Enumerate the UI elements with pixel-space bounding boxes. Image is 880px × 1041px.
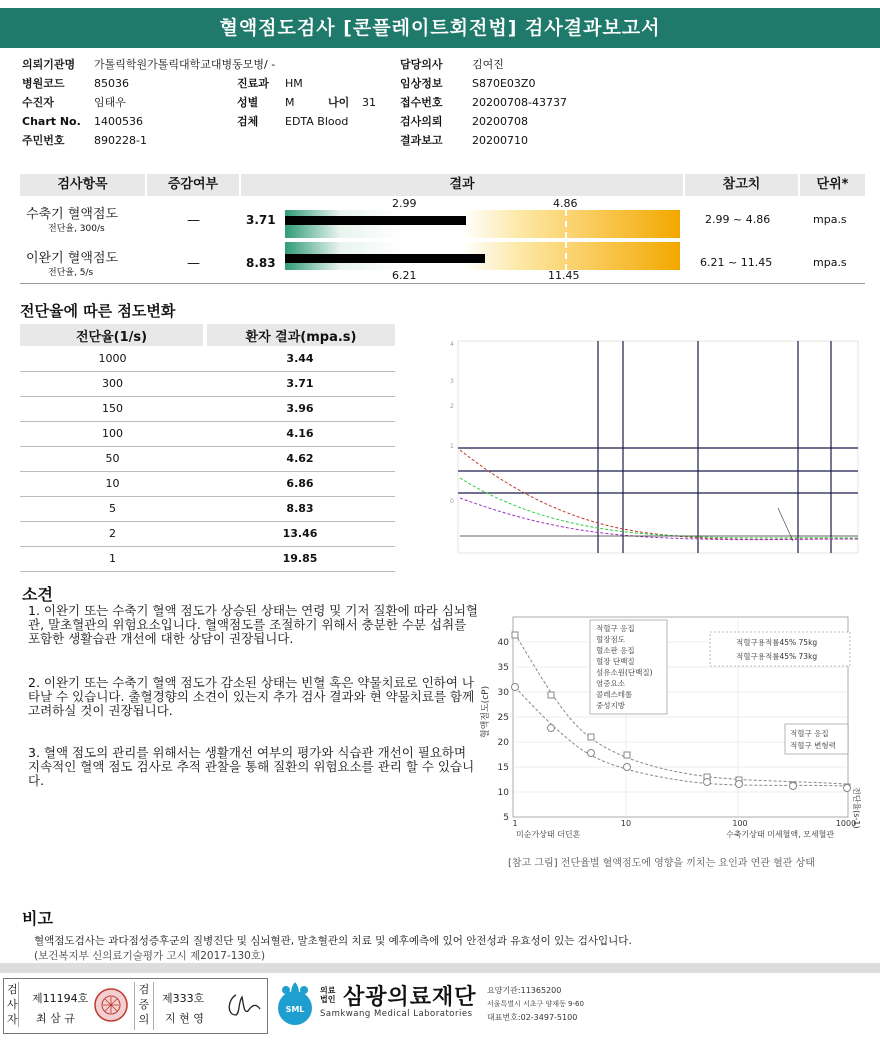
info-value: EDTA Blood <box>285 115 349 128</box>
ref-diastolic: 6.21 ~ 11.45 <box>700 256 773 269</box>
patient-result: 3.71 <box>205 371 395 396</box>
high-systolic: 4.86 <box>553 197 578 210</box>
info-key: 검체 <box>237 115 259 128</box>
factor2-1: 적혈구 응집 <box>790 729 829 738</box>
info-row <box>400 93 567 112</box>
info-row <box>237 74 348 93</box>
info-key: 결과보고 <box>400 134 443 147</box>
shear-table <box>20 324 395 572</box>
result-name-diastolic: 이완기 혈액점도 전단율, 5/s <box>26 251 119 278</box>
shear-rate: 10 <box>20 471 205 496</box>
info-row <box>400 74 567 93</box>
high-diastolic: 11.45 <box>548 269 580 282</box>
svg-text:20: 20 <box>497 738 509 748</box>
svg-text:10: 10 <box>620 819 632 828</box>
info-row <box>400 112 567 131</box>
table-row <box>20 346 395 371</box>
remark-1: 혈액점도검사는 과다점성증후군의 질병진단 및 심뇌혈관, 말초혈관의 치료 및 예후예측에 있어 안전성과 유효성이 있는 검사입니다. <box>34 935 632 947</box>
low-diastolic: 6.21 <box>392 269 417 282</box>
shear-rate: 1000 <box>20 346 205 371</box>
patient-result: 13.46 <box>205 521 395 546</box>
info-value: HM <box>285 77 303 90</box>
unit-diastolic: mpa.s <box>813 256 847 269</box>
change-diastolic: — <box>187 256 200 271</box>
tester-label: 검사자 <box>7 983 18 1026</box>
table-row <box>20 471 395 496</box>
table-row <box>20 421 395 446</box>
info-row <box>400 131 567 150</box>
svg-text:1000: 1000 <box>835 819 857 828</box>
factor-item: 섬유소원(단백질) <box>596 668 653 677</box>
reference-chart <box>478 612 863 874</box>
org-en: Samkwang Medical Laboratories <box>320 1009 473 1019</box>
svg-text:30: 30 <box>497 688 509 698</box>
shear-rate: 150 <box>20 396 205 421</box>
shear-rate-header: 전단율(1/s) <box>20 324 205 346</box>
svg-text:2: 2 <box>450 403 454 410</box>
low-systolic: 2.99 <box>392 197 417 210</box>
info-value: S870E03Z0 <box>472 77 536 90</box>
inspector-name: 지 현 영 <box>165 1012 204 1025</box>
patient-result: 6.86 <box>205 471 395 496</box>
result-name-systolic: 수축기 혈액점도 전단율, 300/s <box>26 207 119 234</box>
info-value: 임태우 <box>94 96 126 109</box>
table-row <box>20 521 395 546</box>
svg-text:15: 15 <box>497 763 509 773</box>
tester-name: 최 삼 규 <box>36 1012 75 1025</box>
col-item: 검사항목 <box>20 174 145 196</box>
report-title: 혈액점도검사 [콘플레이트회전법] 검사결과보고서 <box>0 8 880 48</box>
table-row <box>20 496 395 521</box>
col-ref: 참고치 <box>685 174 798 196</box>
value-systolic: 3.71 <box>246 213 276 227</box>
unit-systolic: mpa.s <box>813 213 847 226</box>
info-value: M <box>285 96 295 109</box>
shear-section-title: 전단율에 따른 점도변화 <box>20 302 176 320</box>
shear-rate: 100 <box>20 421 205 446</box>
legend-item-1: 적혈구용적률45% 75kg <box>736 638 818 647</box>
patient-result: 8.83 <box>205 496 395 521</box>
inspector-signature <box>222 985 264 1025</box>
shear-rate: 2 <box>20 521 205 546</box>
table-row <box>20 546 395 571</box>
ref-chart-right-label: 전단율(s-1) <box>852 787 861 829</box>
factor2-2: 적혈구 변형력 <box>790 741 836 750</box>
table-row <box>20 371 395 396</box>
info-key: 성별 <box>237 96 259 109</box>
info-value: 20200708-43737 <box>472 96 567 109</box>
ref-chart-xlabel-left: 미순가상태 더딘흔 <box>516 830 581 839</box>
patient-result: 3.96 <box>205 396 395 421</box>
high-marker-diastolic <box>565 242 567 270</box>
info-key: 접수번호 <box>400 96 443 109</box>
tester-no: 제11194호 <box>32 992 89 1005</box>
value-bar-diastolic <box>285 254 485 263</box>
svg-text:SML: SML <box>285 1005 305 1014</box>
info-key: 의뢰기관명 <box>22 58 76 71</box>
info-key: 주민번호 <box>22 134 65 147</box>
info-key: 담당의사 <box>400 58 443 71</box>
org-code: 요양기관:11365200 <box>487 986 562 995</box>
high-marker-systolic <box>565 210 567 238</box>
viscosity-curve-graph <box>448 338 860 578</box>
info-row <box>237 112 348 131</box>
svg-text:35: 35 <box>497 663 509 673</box>
info-key: 진료과 <box>237 77 269 90</box>
svg-text:10: 10 <box>497 788 509 798</box>
factor-item: 혈장점도 <box>596 635 625 644</box>
legend-item-2: 적혈구용적률45% 73kg <box>736 652 818 661</box>
svg-text:5: 5 <box>503 813 509 823</box>
table-row <box>20 446 395 471</box>
svg-text:1: 1 <box>512 819 518 828</box>
info-row <box>22 131 275 150</box>
factor-item: 혈소판 응집 <box>596 646 635 655</box>
sml-logo-icon <box>272 978 318 1028</box>
info-row <box>22 55 275 74</box>
ref-chart-ylabel: 혈액점도(cP) <box>481 685 491 739</box>
factor-item: 중성지방 <box>596 701 625 710</box>
opinion-1: 1. 이완기 또는 수축기 혈액 점도가 상승된 상태는 연령 및 기저 질환에 따라 심뇌혈관, 말초혈관의 위험요소입니다. 혈액점도를 조절하기 위해서 충분한 수분 섭취를 포함한 생활습관 개선에 대한 상담이 권장됩니다. <box>28 603 478 646</box>
info-value: 1400536 <box>94 115 143 128</box>
patient-result: 19.85 <box>205 546 395 571</box>
shear-rate: 1 <box>20 546 205 571</box>
info-key: 임상정보 <box>400 77 443 90</box>
divider <box>20 283 865 284</box>
remark-2: (보건복지부 신의료기술평가 고시 제2017-130호) <box>34 950 266 962</box>
ref-systolic: 2.99 ~ 4.86 <box>705 213 771 226</box>
shear-rate: 5 <box>20 496 205 521</box>
info-key: 수진자 <box>22 96 54 109</box>
inspector-no: 제333호 <box>162 992 205 1005</box>
remark-title: 비고 <box>22 909 53 928</box>
org-address: 서울특별시 서초구 양재동 9-60 <box>487 1000 584 1008</box>
factor-item: 콜레스테롤 <box>596 690 633 699</box>
info-row <box>400 55 567 74</box>
info-key: 병원코드 <box>22 77 65 90</box>
info-value: 20200708 <box>472 115 528 128</box>
info-value: 김여진 <box>472 58 504 71</box>
value-diastolic: 8.83 <box>246 256 276 270</box>
table-row <box>20 396 395 421</box>
svg-text:4: 4 <box>450 341 454 348</box>
org-prefix: 의료법인 <box>320 986 336 1004</box>
ref-chart-caption: [참고 그림] 전단율별 혈액점도에 영향을 끼치는 요인과 연관 혈관 상태 <box>508 858 815 869</box>
col-change: 증감여부 <box>147 174 239 196</box>
factor-item: 혈장 단백질 <box>596 657 635 666</box>
value-bar-systolic <box>285 216 466 225</box>
patient-info-right <box>400 55 567 150</box>
org-name: 삼광의료재단 <box>343 985 477 1010</box>
info-value: 20200710 <box>472 134 528 147</box>
info-value: 가톨릭학원가톨릭대학교대병동모병/ - <box>94 58 276 71</box>
factor-item: 염증요소 <box>596 679 625 688</box>
divider-band <box>0 963 880 973</box>
patient-result: 4.62 <box>205 446 395 471</box>
opinion-3: 3. 혈액 점도의 관리를 위해서는 생활개선 여부의 평가와 식습관 개선이 필요하며 지속적인 혈액 점도 검사로 추적 관찰을 통해 질환의 위험요소를 관리 할 수 있습니다. <box>28 745 475 788</box>
shear-rate: 50 <box>20 446 205 471</box>
info-key: Chart No. <box>22 115 81 128</box>
svg-text:40: 40 <box>497 638 509 648</box>
col-unit: 단위* <box>800 174 865 196</box>
age-field: 나이 31 <box>328 96 376 109</box>
factor-item: 적혈구 응집 <box>596 624 635 633</box>
col-result: 결과 <box>241 174 683 196</box>
svg-text:100: 100 <box>732 819 748 828</box>
tester-seal <box>93 987 129 1023</box>
opinion-title: 소견 <box>22 585 53 604</box>
info-key: 검사의뢰 <box>400 115 443 128</box>
inspector-label: 검증의 <box>134 982 154 1030</box>
svg-text:25: 25 <box>497 713 509 723</box>
change-systolic: — <box>187 213 200 228</box>
svg-text:0: 0 <box>450 498 454 505</box>
ref-chart-xlabel-right: 수축기상태 미세혈액, 모세혈관 <box>726 830 835 839</box>
shear-rate: 300 <box>20 371 205 396</box>
svg-text:1: 1 <box>450 443 454 450</box>
info-value: 890228-1 <box>94 134 147 147</box>
patient-result: 4.16 <box>205 421 395 446</box>
patient-result-header: 환자 결과(mpa.s) <box>205 324 395 346</box>
org-phone: 대표번호:02-3497-5100 <box>487 1013 578 1022</box>
svg-text:3: 3 <box>450 378 454 385</box>
patient-result: 3.44 <box>205 346 395 371</box>
opinion-2: 2. 이완기 또는 수축기 혈액 점도가 감소된 상태는 빈혈 혹은 약물치료로 인하여 나타날 수 있습니다. 출혈경향의 소견이 있는지 추가 검사 결과와 현 약물치료를 함께 고려하실 것이 권장됩니다. <box>28 675 475 718</box>
info-value: 85036 <box>94 77 129 90</box>
